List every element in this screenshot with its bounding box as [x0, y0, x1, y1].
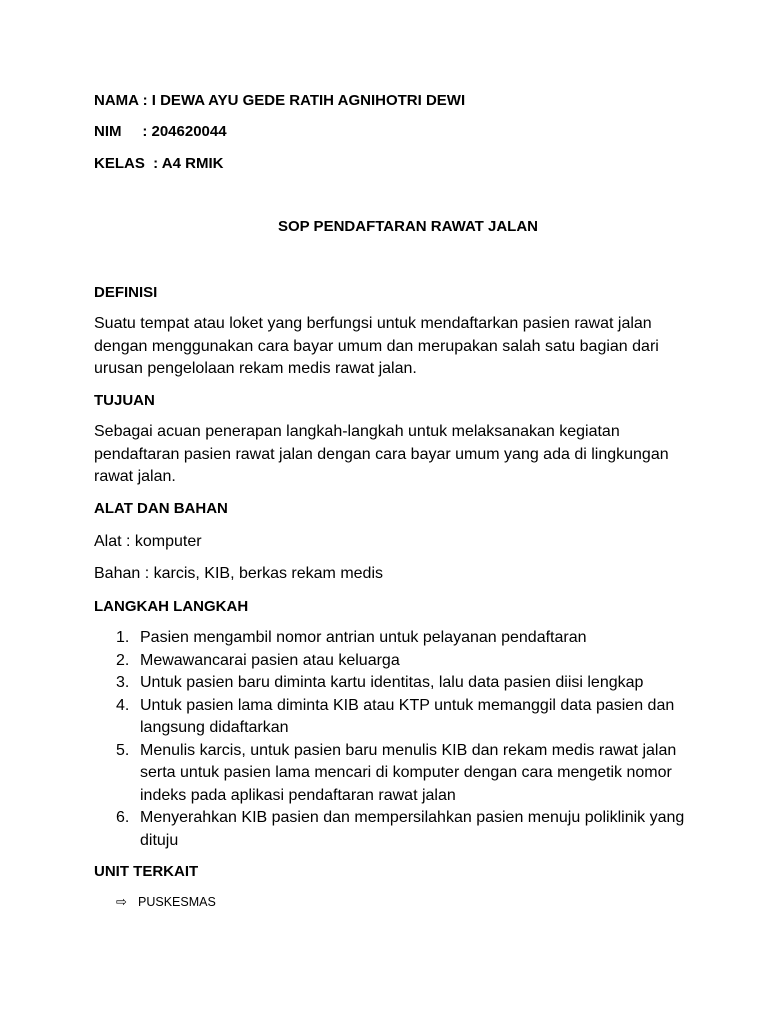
step-text: Mewawancarai pasien atau keluarga — [140, 651, 400, 669]
bahan-line: Bahan : karcis, KIB, berkas rekam medis — [94, 565, 383, 582]
arrow-right-outline-icon: ⇨ — [116, 894, 127, 909]
step-number: 5. — [116, 741, 130, 759]
unit-terkait-heading: UNIT TERKAIT — [94, 863, 199, 880]
step-text: Menulis karcis, untuk pasien baru menulis KIB dan rekam medis rawat jalan serta untuk pasien lama mencari di komputer dengan cara mengetik nomor indeks pada aplikasi pendaftaran rawat jalan — [140, 741, 677, 804]
document-title — [0, 218, 768, 236]
steps-list — [94, 627, 694, 852]
alat-bahan-heading: ALAT DAN BAHAN — [94, 500, 228, 517]
step-number: 2. — [116, 651, 130, 669]
unit-item-label: PUSKESMAS — [138, 895, 216, 909]
step-number: 6. — [116, 809, 130, 826]
step-number: 3. — [116, 674, 130, 691]
step-text: Pasien mengambil nomor antrian untuk pelayanan pendaftaran — [140, 629, 587, 646]
step-number: 4. — [116, 696, 130, 714]
step-text: Menyerahkan KIB pasien dan mempersilahkan pasien menuju poliklinik yang dituju — [140, 809, 685, 849]
step-text: Untuk pasien baru diminta kartu identitas, lalu data pasien diisi lengkap — [140, 674, 644, 691]
list-item — [94, 695, 694, 740]
student-nim-line: NIM : 204620044 — [94, 123, 227, 140]
list-item — [94, 740, 694, 808]
tujuan-paragraph: Sebagai acuan penerapan langkah-langkah untuk melaksanakan kegiatan pendaftaran pasien rawat jalan dengan cara bayar umum yang ada di lingkungan rawat jalan. — [94, 423, 669, 485]
student-class-line: KELAS : A4 RMIK — [94, 155, 224, 172]
definisi-paragraph: Suatu tempat atau loket yang berfungsi untuk mendaftarkan pasien rawat jalan dengan menggunakan cara bayar umum dan merupakan salah satu bagian dari urusan pengelolaan rekam medis rawat jalan. — [94, 315, 659, 377]
student-name-line: NAMA : I DEWA AYU GEDE RATIH AGNIHOTRI DEWI — [94, 92, 466, 109]
list-item — [94, 807, 694, 852]
step-number: 1. — [116, 629, 130, 646]
list-item — [94, 627, 694, 650]
unit-item — [116, 894, 216, 910]
document-title-text: SOP PENDAFTARAN RAWAT JALAN — [277, 218, 538, 235]
list-item — [94, 650, 694, 673]
langkah-heading: LANGKAH LANGKAH — [94, 598, 249, 615]
alat-line: Alat : komputer — [94, 533, 202, 550]
list-item — [94, 672, 694, 695]
tujuan-heading: TUJUAN — [94, 392, 155, 409]
step-text: Untuk pasien lama diminta KIB atau KTP untuk memanggil data pasien dan langsung didaftarkan — [140, 696, 675, 736]
definisi-heading: DEFINISI — [94, 284, 158, 301]
